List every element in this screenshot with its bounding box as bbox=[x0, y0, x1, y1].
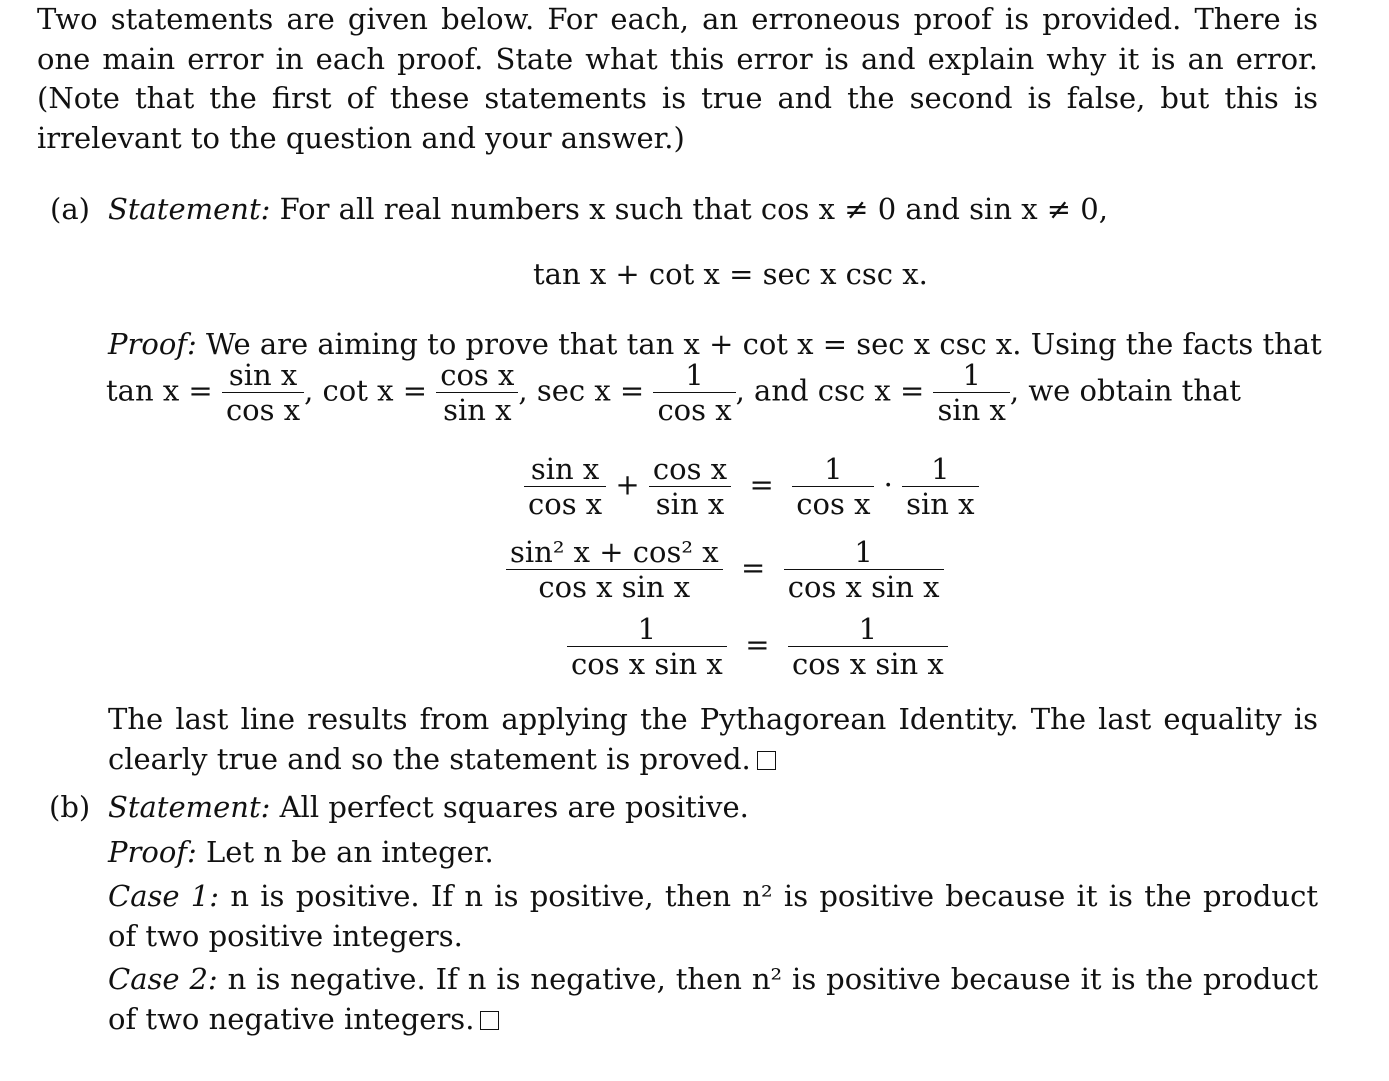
qed-box-icon bbox=[757, 751, 776, 770]
tan-def: tan x = bbox=[106, 373, 213, 408]
qed-box-icon bbox=[480, 1011, 499, 1030]
statement-label: Statement: bbox=[108, 192, 271, 226]
part-b-proof: Proof: Let n be an integer. bbox=[108, 835, 494, 869]
proof-label: Proof: bbox=[108, 327, 197, 361]
obtain-text: we obtain that bbox=[1028, 373, 1241, 408]
derivation-line-1: $\frac{\text{sin x}}{\text{cos x}}$ + $\frac{\text{cos x}}{\text{sin x}}$ = $\frac{1}{\text{cos x}}$ · $\frac{1}{\text{sin x}}$ bbox=[524, 452, 979, 521]
derivation-line-3: $\frac{1}{\text{cos x sin x}}$ = $\frac{1}{\text{cos x sin x}}$ bbox=[567, 612, 948, 681]
cot-def: cot x = bbox=[322, 373, 427, 408]
intro-paragraph: Two statements are given below. For each, an erroneous proof is provided. There is one main error in each proof. State what this error is and explain why it is an error. (Note that the first of these statements is true and the second is false, but this is irrelevant to the question and your answer.) bbox=[37, 2, 1318, 155]
csc-fraction: $\frac{1}{\text{sin x}}$ bbox=[933, 358, 1009, 427]
csc-def: csc x = bbox=[817, 373, 925, 408]
statement-text: For all real numbers x such that cos x ≠ 0 and sin x ≠ 0, bbox=[279, 192, 1108, 226]
cot-fraction: $\frac{\text{cos x}}{\text{sin x}}$ bbox=[436, 358, 518, 427]
part-a-closing: The last line results from applying the Pythagorean Identity. The last equality is clearly true and so the statement is proved. bbox=[108, 702, 1318, 776]
part-b-case-2: Case 2: n is negative. If n is negative, then n² is positive because it is the product of two negative integers. bbox=[108, 962, 1318, 1036]
sec-def: sec x = bbox=[536, 373, 645, 408]
and-word: and bbox=[754, 373, 809, 408]
part-b-case-1: Case 1: n is positive. If n is positive, then n² is positive because it is the product of two positive integers. bbox=[108, 879, 1318, 953]
display-equation: tan x + cot x = sec x csc x. bbox=[533, 257, 928, 291]
part-b-statement: Statement: All perfect squares are positive. bbox=[108, 790, 749, 824]
derivation-line-2: $\frac{\text{sin² x + cos² x}}{\text{cos x sin x}}$ = $\frac{1}{\text{cos x sin x}}$ bbox=[506, 535, 944, 604]
sec-fraction: $\frac{1}{\text{cos x}}$ bbox=[653, 358, 735, 427]
part-a-label: (a) bbox=[50, 192, 90, 226]
facts-line: tan x = $\frac{\text{sin x}}{\text{cos x}}$ , cot x = $\frac{\text{cos x}}{\text{sin x}}$ , sec x = $\frac{1}{\text{cos x}}$ , and csc x = $\frac{1}{\text{sin x}}$ , we obtain that bbox=[106, 358, 1241, 427]
part-b-label: (b) bbox=[49, 790, 91, 824]
part-a-statement bbox=[108, 190, 1108, 230]
tan-fraction: $\frac{\text{sin x}}{\text{cos x}}$ bbox=[222, 358, 304, 427]
proof-text: We are aiming to prove that tan x + cot x = sec x csc x. Using the facts that bbox=[206, 327, 1322, 361]
